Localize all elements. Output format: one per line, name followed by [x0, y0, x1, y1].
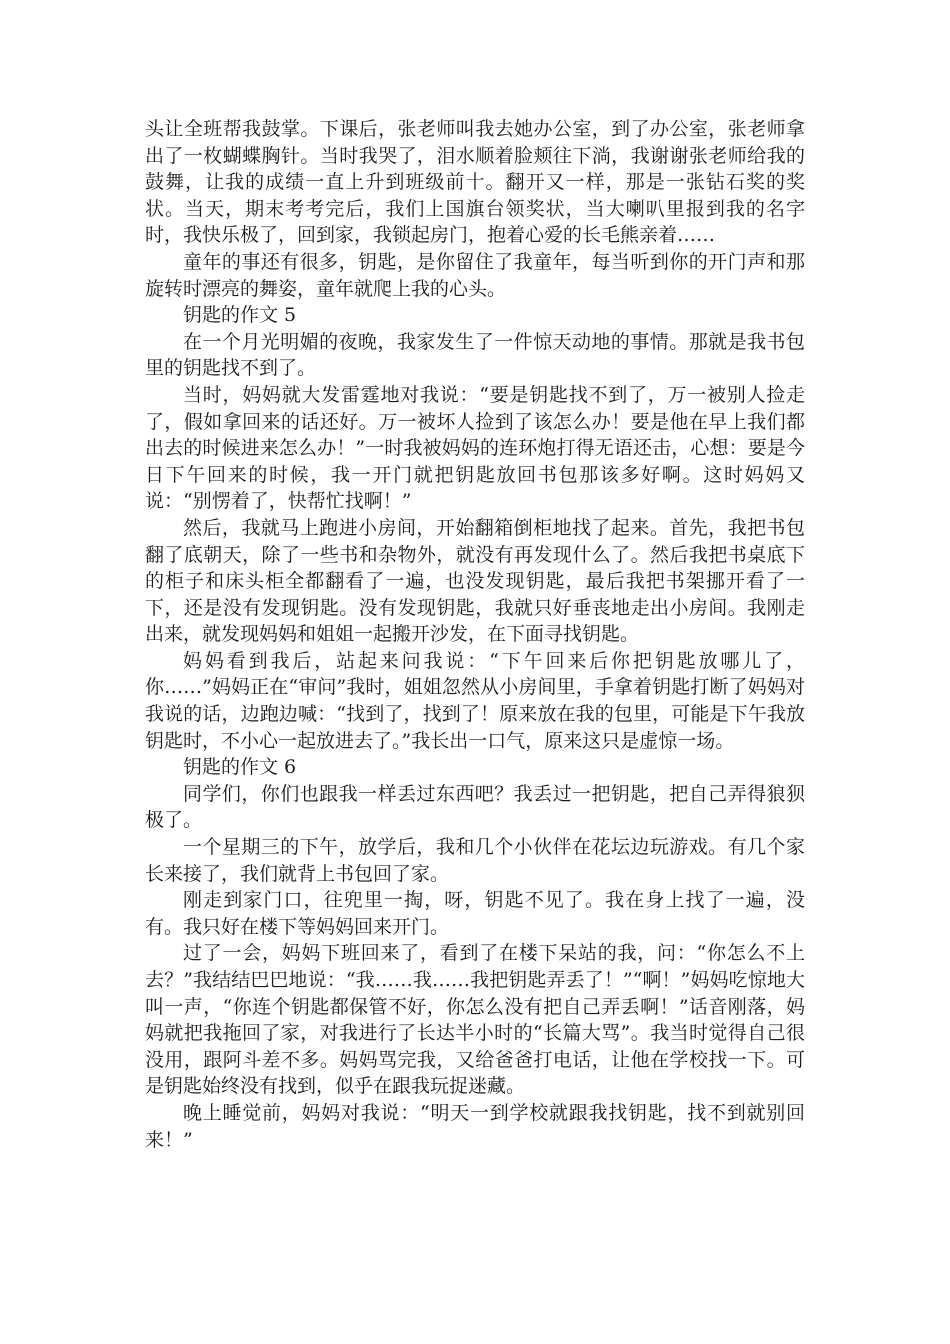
paragraph-continued: 头让全班帮我鼓掌。下课后，张老师叫我去她办公室，到了办公室，张老师拿出了一枚蝴蝶胸针。当时我哭了，泪水顺着脸颊往下淌，我谢谢张老师给我的鼓舞，让我的成绩一直上升到班级前十。翻开又一样，那是一张钻石奖的奖状。当天，期末考考完后，我们上国旗台领奖状，当大喇叭里报到我的名字时，我快乐极了，回到家，我锁起房门，抱着心爱的长毛熊亲着……: [145, 118, 805, 247]
paragraph: 刚走到家门口，往兜里一掏，呀，钥匙不见了。我在身上找了一遍，没有。我只好在楼下等妈妈回来开门。: [145, 889, 805, 938]
paragraph: 童年的事还有很多，钥匙，是你留住了我童年，每当听到你的开门声和那旋转时漂亮的舞姿，童年就爬上我的心头。: [145, 250, 805, 300]
paragraph: 当时，妈妈就大发雷霆地对我说：“要是钥匙找不到了，万一被别人捡走了，假如拿回来的话还好。万一被坏人捡到了该怎么办！要是他在早上我们都出去的时候进来怎么办！”一时我被妈妈的连环炮打得无语还击，心想：要是今日下午回来的时候，我一开门就把钥匙放回书包那该多好啊。这时妈妈又说：“别愣着了，快帮忙找啊！”: [145, 383, 805, 513]
paragraph: 然后，我就马上跑进小房间，开始翻箱倒柜地找了起来。首先，我把书包翻了底朝天，除了一些书和杂物外，就没有再发现什么了。然后我把书桌底下的柜子和床头柜全都翻看了一遍，也没发现钥匙，最后我把书架挪开看了一下，还是没有发现钥匙。没有发现钥匙，我就只好垂丧地走出小房间。我刚走出来，就发现妈妈和姐姐一起搬开沙发，在下面寻找钥匙。: [145, 516, 805, 646]
paragraph: 在一个月光明媚的夜晚，我家发生了一件惊天动地的事情。那就是我书包里的钥匙找不到了。: [145, 330, 805, 380]
paragraph: 过了一会，妈妈下班回来了，看到了在楼下呆站的我，问：“你怎么不上去？”我结结巴巴地说：“我……我……我把钥匙弄丢了！”“啊！”妈妈吃惊地大叫一声，“你连个钥匙都保管不好，你怎么没有把自己弄丢啊！”话音刚落，妈妈就把我拖回了家，对我进行了长达半小时的“长篇大骂”。我当时觉得自己很没用，跟阿斗差不多。妈妈骂完我，又给爸爸打电话，让他在学校找一下。可是钥匙始终没有找到，似乎在跟我玩捉迷藏。: [145, 942, 805, 1098]
document-body: [145, 116, 805, 1153]
section-heading: 钥匙的作文 5: [183, 304, 297, 327]
paragraph: 一个星期三的下午，放学后，我和几个小伙伴在花坛边玩游戏。有几个家长来接了，我们就背上书包回了家。: [145, 836, 805, 885]
paragraph: 同学们，你们也跟我一样丢过东西吧？我丢过一把钥匙，把自己弄得狼狈极了。: [145, 782, 805, 832]
paragraph: 妈妈看到我后，站起来问我说：“下午回来后你把钥匙放哪儿了，你……”妈妈正在“审问”我时，姐姐忽然从小房间里，手拿着钥匙打断了妈妈对我说的话，边跑边喊：“找到了，找到了！原来放在我的包里，可能是下午我放钥匙时，不小心一起放进去了。”我长出一口气，原来这只是虚惊一场。: [145, 649, 805, 752]
paragraph: 晚上睡觉前，妈妈对我说：“明天一到学校就跟我找钥匙，找不到就别回来！”: [145, 1101, 805, 1151]
section-heading: 钥匙的作文 6: [183, 756, 297, 779]
